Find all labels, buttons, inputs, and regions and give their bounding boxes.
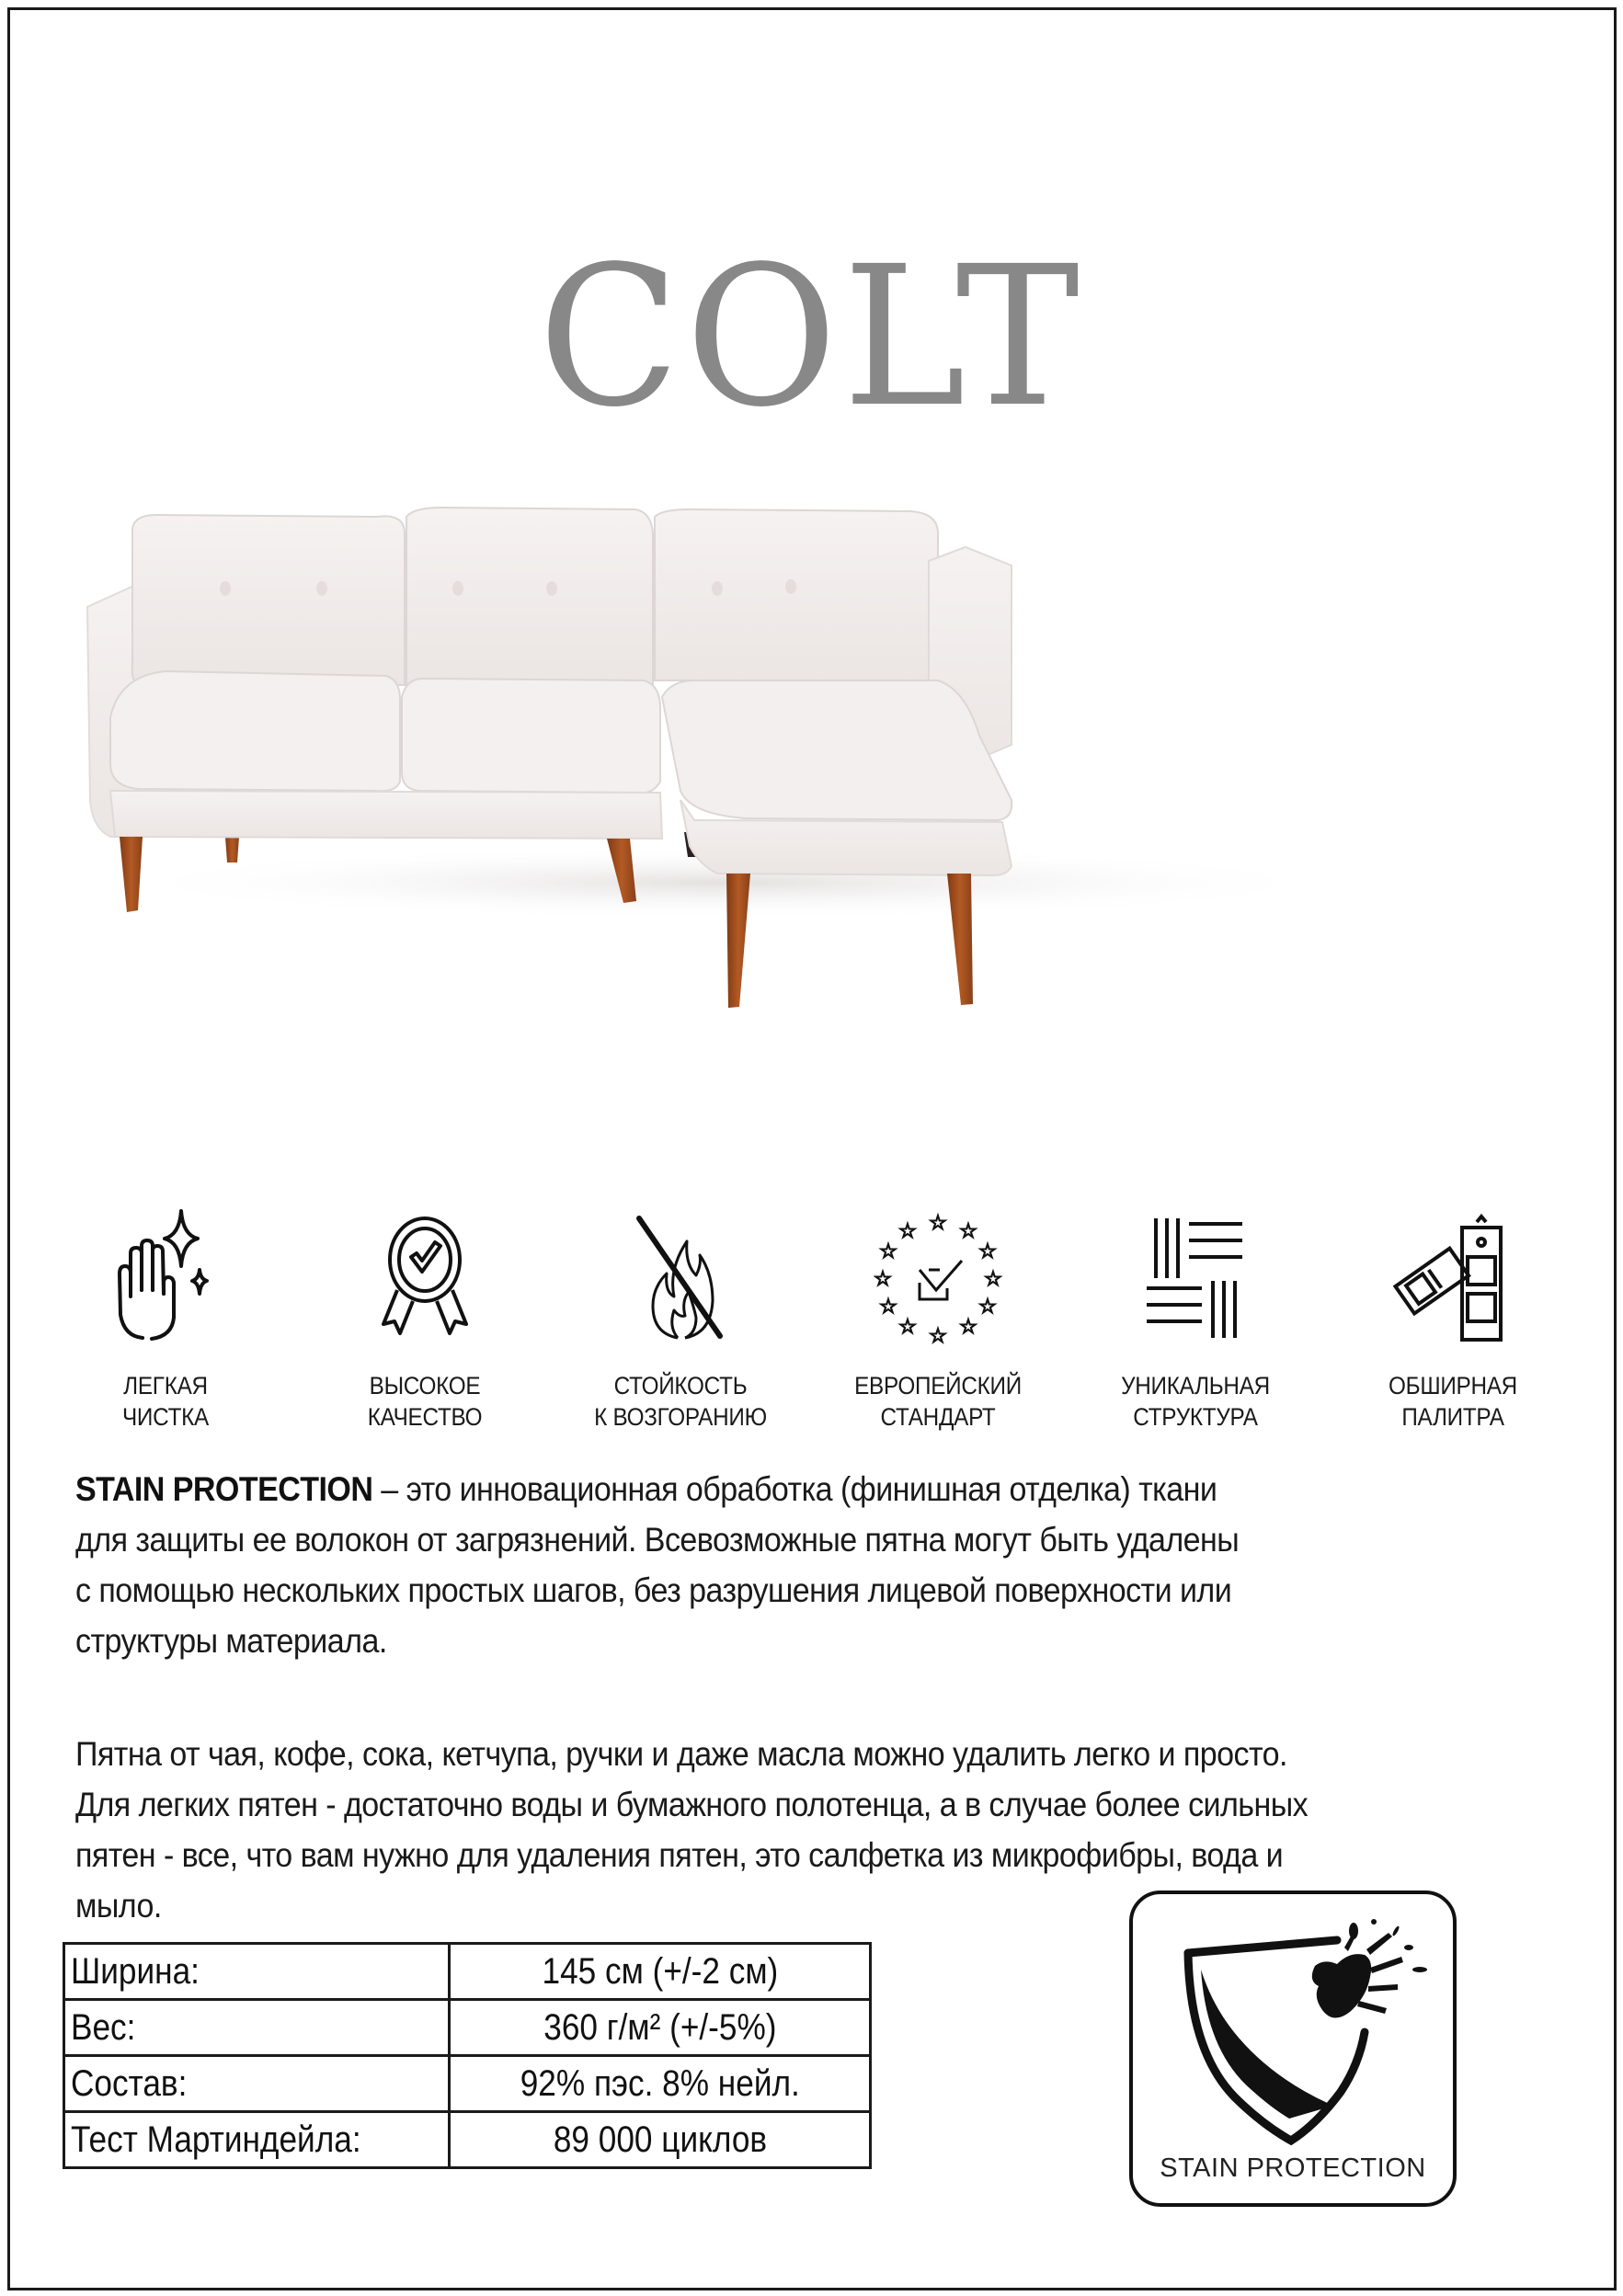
feature-easy-cleaning [55, 1195, 276, 1444]
svg-text:☆: ☆ [929, 1324, 947, 1347]
svg-text:☆: ☆ [879, 1295, 897, 1318]
spec-key: Тест Мартиндейла: [64, 2112, 450, 2168]
feature-label: ВЫСОКОЕ КАЧЕСТВО [367, 1372, 483, 1431]
badge-label: STAIN PROTECTION [1160, 2153, 1426, 2183]
spec-value: 89 000 циклов [450, 2112, 871, 2168]
brand-title: COLT [538, 224, 1085, 450]
svg-text:☆: ☆ [978, 1239, 997, 1262]
feature-high-quality [314, 1195, 535, 1444]
feature-wide-palette [1343, 1195, 1563, 1444]
feature-european-standard [828, 1195, 1048, 1444]
shield-splash-icon [1133, 1894, 1453, 2152]
spec-key: Ширина: [64, 1944, 450, 2000]
stain-protection-description [75, 1464, 1429, 1666]
specifications-table [63, 1942, 872, 2169]
feature-fire-resistance [570, 1195, 791, 1444]
svg-text:☆: ☆ [898, 1315, 917, 1338]
description-line: Пятна от чая, кофе, сока, кетчупа, ручки и даже масла можно удалить легко и просто. [75, 1735, 1287, 1773]
table-row [64, 1944, 871, 2000]
feature-label: ЛЕГКАЯ ЧИСТКА [122, 1372, 209, 1431]
stain-protection-lead: STAIN PROTECTION [75, 1470, 373, 1508]
color-swatch-icon [1343, 1209, 1563, 1347]
svg-text:☆: ☆ [898, 1219, 917, 1242]
feature-label: СТОЙКОСТЬ К ВОЗГОРАНИЮ [594, 1372, 767, 1431]
features-row [55, 1195, 1563, 1444]
description-line: мыло. [75, 1887, 162, 1925]
description-line: Для легких пятен - достаточно воды и бумажного полотенца, а в случае более сильных [75, 1786, 1309, 1823]
feature-label: ОБШИРНАЯ ПАЛИТРА [1389, 1372, 1517, 1431]
award-badge-icon [314, 1209, 535, 1347]
spec-key: Состав: [64, 2056, 450, 2112]
description-line: пятен - все, что вам нужно для удаления пятен, это салфетка из микрофибры, вода и [75, 1836, 1284, 1874]
weave-pattern-icon [1085, 1209, 1306, 1347]
feature-label: УНИКАЛЬНАЯ СТРУКТУРА [1121, 1372, 1270, 1431]
description-line: STAIN PROTECTION – это инновационная обработка (финишная отделка) ткани [75, 1470, 1217, 1508]
spec-value: 145 см (+/-2 см) [450, 1944, 871, 2000]
svg-text:☆: ☆ [874, 1267, 892, 1290]
svg-text:☆: ☆ [959, 1315, 977, 1338]
eu-stars-icon [828, 1209, 1048, 1347]
stain-protection-badge [1129, 1890, 1457, 2207]
table-row [64, 2112, 871, 2168]
spec-key: Вес: [64, 2000, 450, 2056]
svg-text:☆: ☆ [929, 1211, 947, 1234]
spec-value: 360 г/м² (+/-5%) [450, 2000, 871, 2056]
description-line: с помощью нескольких простых шагов, без разрушения лицевой поверхности или [75, 1571, 1232, 1609]
feature-unique-structure [1085, 1195, 1306, 1444]
product-image-sofa [83, 497, 1536, 1021]
svg-text:☆: ☆ [978, 1295, 997, 1318]
table-row [64, 2056, 871, 2112]
spec-value: 92% пэс. 8% нейл. [450, 2056, 871, 2112]
description-line: для защиты ее волокон от загрязнений. Всевозможные пятна могут быть удалены [75, 1521, 1240, 1559]
table-row [64, 2000, 871, 2056]
hand-sparkle-icon [55, 1209, 276, 1347]
svg-text:☆: ☆ [879, 1239, 897, 1262]
svg-text:☆: ☆ [959, 1219, 977, 1242]
no-fire-icon [570, 1209, 791, 1347]
description-line: структуры материала. [75, 1622, 387, 1660]
svg-text:☆: ☆ [984, 1267, 1002, 1290]
feature-label: ЕВРОПЕЙСКИЙ СТАНДАРТ [854, 1372, 1022, 1431]
